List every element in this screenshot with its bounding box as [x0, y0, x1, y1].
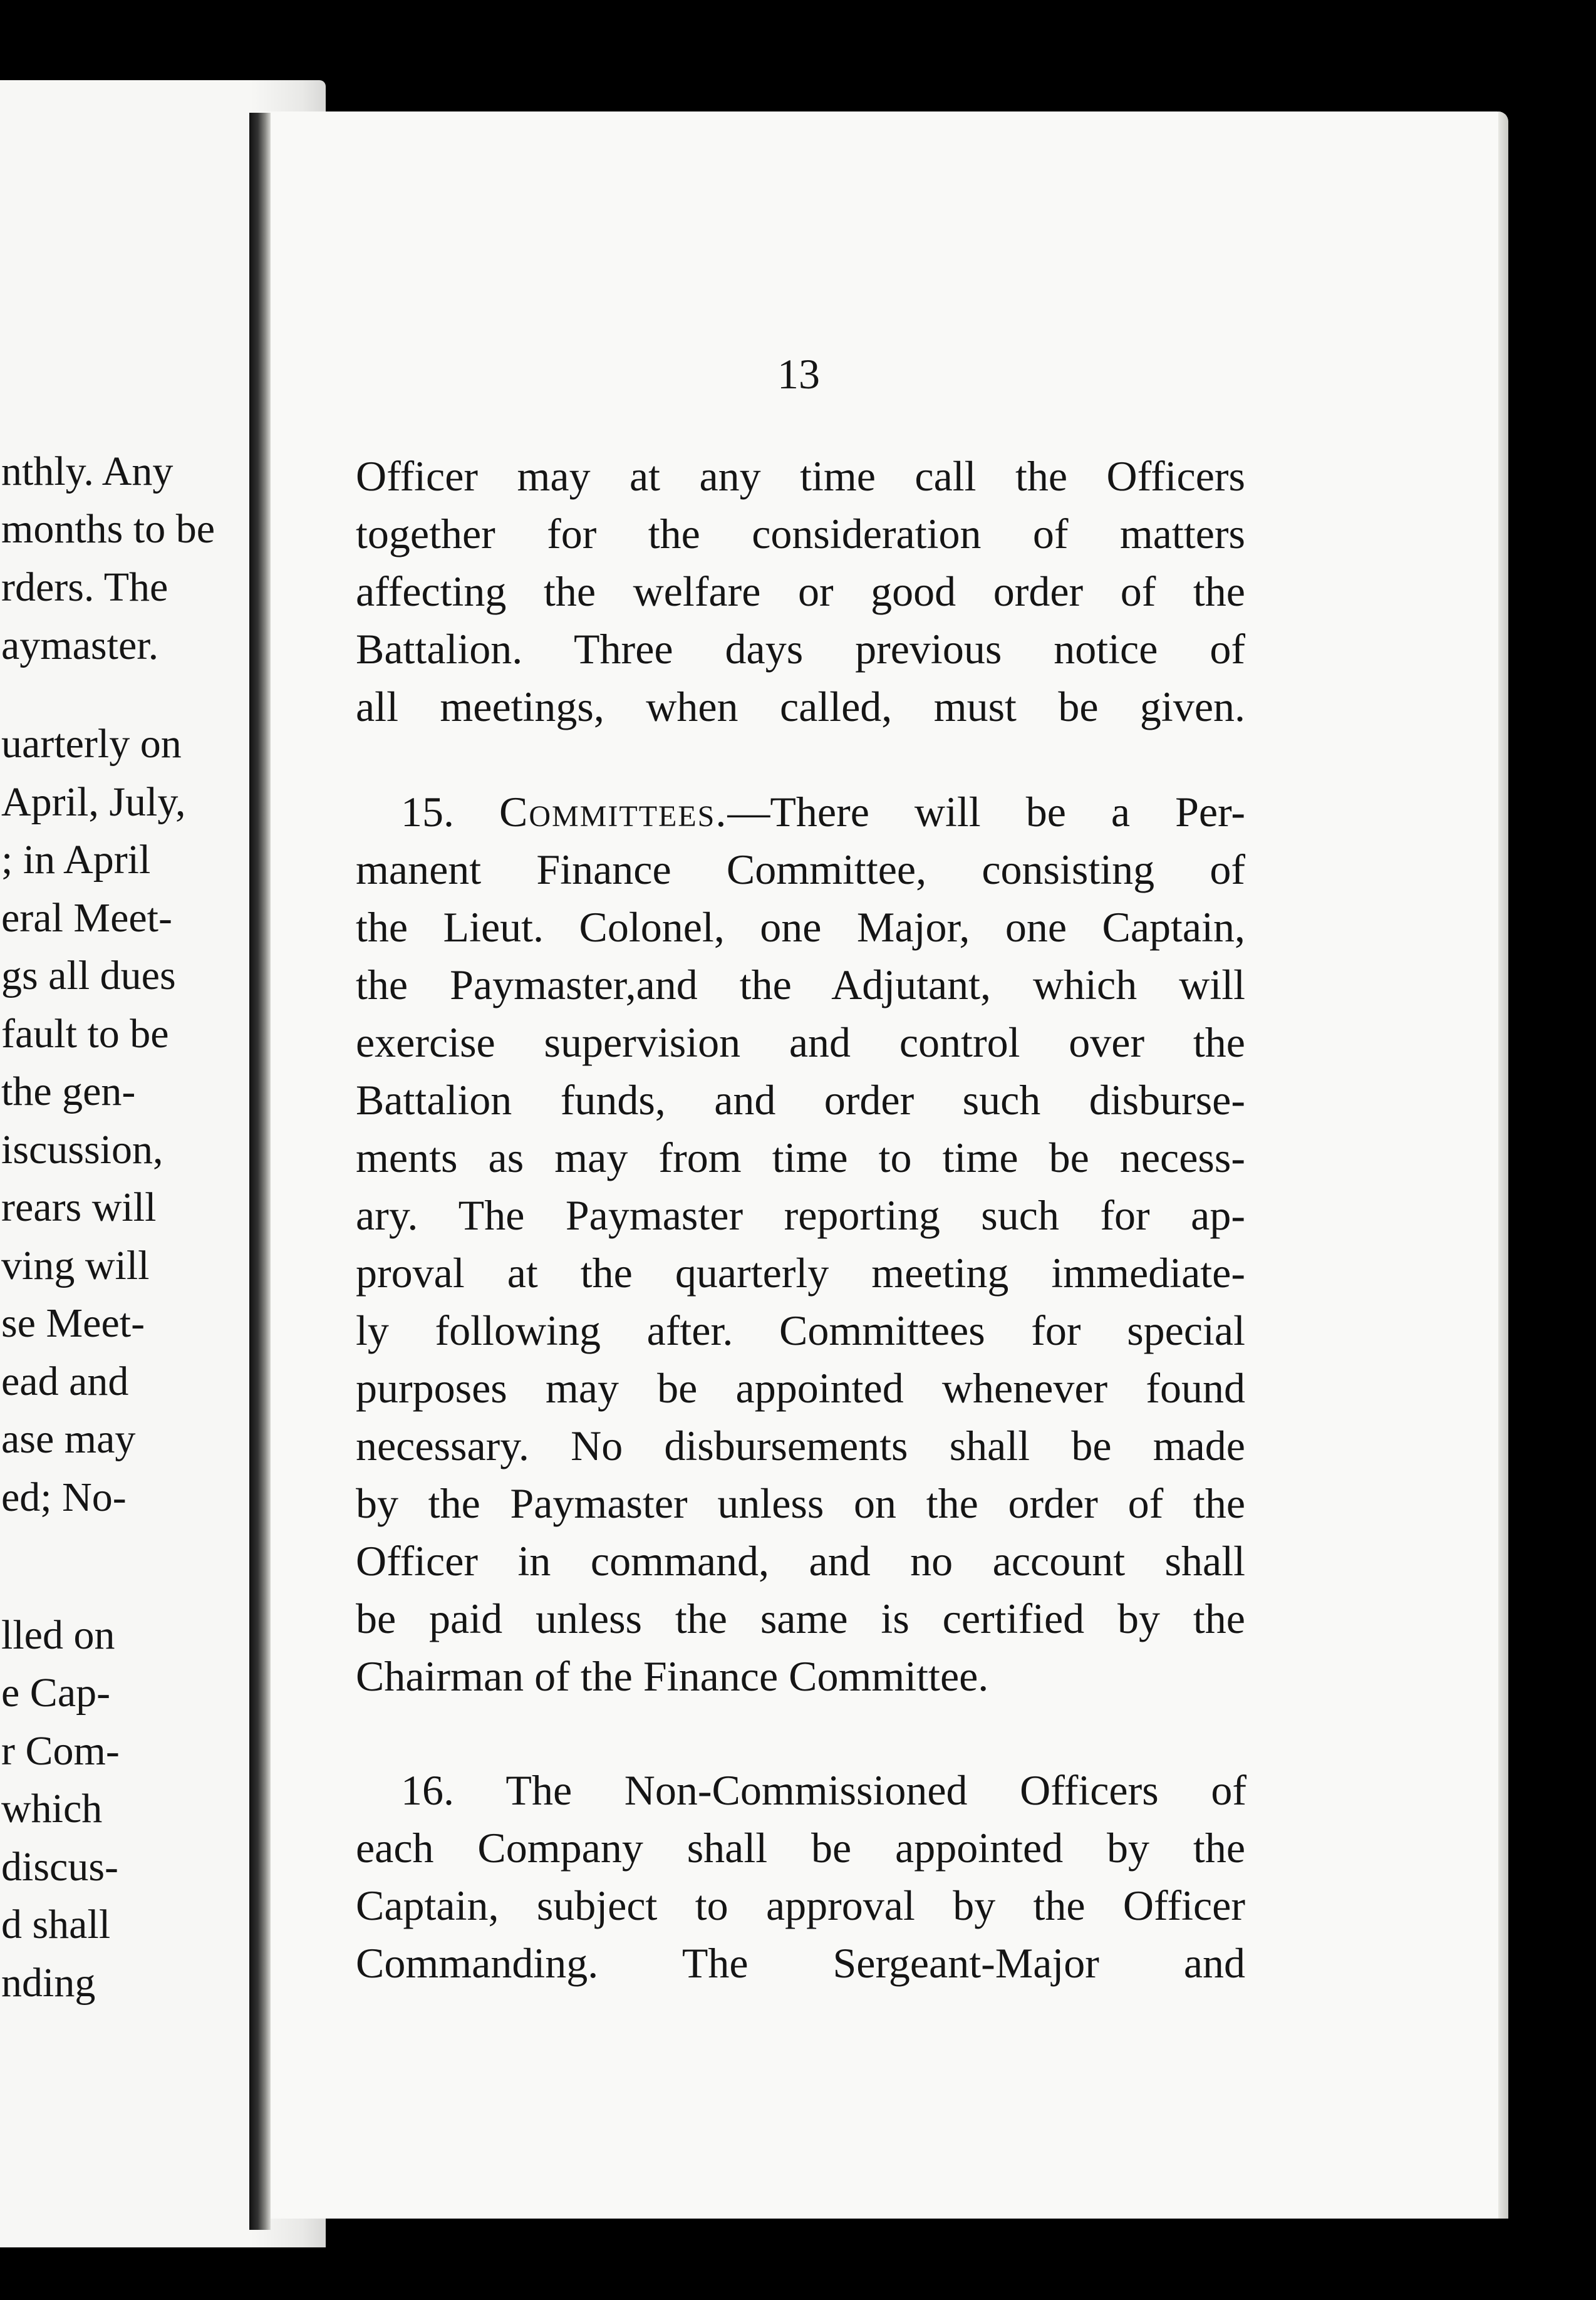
text-line: the Paymaster,and the Adjutant, which will	[356, 961, 1245, 1008]
text-line: Captain, subject to approval by the Officer	[356, 1882, 1245, 1929]
facing-line: ving will	[1, 1243, 150, 1288]
text-line: Battalion funds, and order such disburse-	[356, 1076, 1245, 1124]
facing-line: aymaster.	[1, 623, 159, 668]
text-line: Commanding. The Sergeant-Major and	[356, 1939, 1245, 1987]
facing-line: nthly. Any	[1, 448, 174, 494]
facing-line: eral Meet-	[1, 895, 172, 941]
facing-line: iscussion,	[1, 1127, 163, 1173]
facing-line: which	[1, 1786, 103, 1831]
facing-line: lled on	[1, 1612, 115, 1658]
text-line: manent Finance Committee, consisting of	[356, 846, 1245, 893]
facing-line: r Com-	[1, 1728, 120, 1774]
facing-line: rears will	[1, 1184, 157, 1230]
page-number: 13	[777, 350, 820, 398]
text-line: affecting the welfare or good order of the	[356, 567, 1245, 615]
text-line: necessary. No disbursements shall be made	[356, 1422, 1245, 1469]
facing-line: d shall	[1, 1902, 111, 1947]
text-line: ments as may from time to time be necess-	[356, 1134, 1245, 1181]
text-line: Chairman of the Finance Committee.	[356, 1652, 989, 1700]
text-line: Battalion. Three days previous notice of	[356, 625, 1245, 673]
text-line: ly following after. Committees for special	[356, 1307, 1245, 1354]
facing-line: the gen-	[1, 1069, 136, 1114]
text-line: all meetings, when called, must be given.	[356, 683, 1245, 730]
text-line: together for the consideration of matters	[356, 510, 1245, 557]
text-line: exercise supervision and control over the	[356, 1018, 1245, 1066]
facing-line: se Meet-	[1, 1300, 145, 1346]
page-edge	[1498, 111, 1508, 2219]
book-spine	[249, 113, 271, 2230]
text-line: be paid unless the same is certified by the	[356, 1595, 1245, 1642]
facing-line: nding	[1, 1960, 96, 2006]
facing-line: ead and	[1, 1359, 129, 1404]
facing-line: April, July,	[1, 779, 186, 825]
facing-line: rders. The	[1, 564, 168, 610]
text-line: each Company shall be appointed by the	[356, 1824, 1245, 1872]
text-line: Officer may at any time call the Officers	[356, 452, 1245, 500]
facing-line: discus-	[1, 1844, 118, 1890]
text-line: 16. The Non-Commissioned Officers of	[401, 1766, 1246, 1814]
section-heading: Committees.	[499, 788, 728, 836]
text-line: proval at the quarterly meeting immediate-	[356, 1249, 1245, 1297]
facing-line: ase may	[1, 1416, 136, 1462]
heading-line-rest: —There will be a Per-	[727, 788, 1246, 836]
facing-line: months to be	[1, 506, 215, 552]
facing-line: gs all dues	[1, 953, 176, 998]
facing-line: fault to be	[1, 1011, 169, 1057]
facing-line: e Cap-	[1, 1670, 111, 1716]
section-heading-line	[401, 788, 1246, 836]
text-line: by the Paymaster unless on the order of the	[356, 1479, 1245, 1527]
text-line: the Lieut. Colonel, one Major, one Captain,	[356, 903, 1245, 951]
section-number: 15.	[401, 788, 454, 836]
facing-line: ; in April	[1, 837, 151, 883]
text-line: purposes may be appointed whenever found	[356, 1364, 1245, 1412]
facing-line: ed; No-	[1, 1474, 127, 1520]
text-line: ary. The Paymaster reporting such for ap-	[356, 1191, 1245, 1239]
facing-line: uarterly on	[1, 721, 182, 767]
text-line: Officer in command, and no account shall	[356, 1537, 1245, 1585]
